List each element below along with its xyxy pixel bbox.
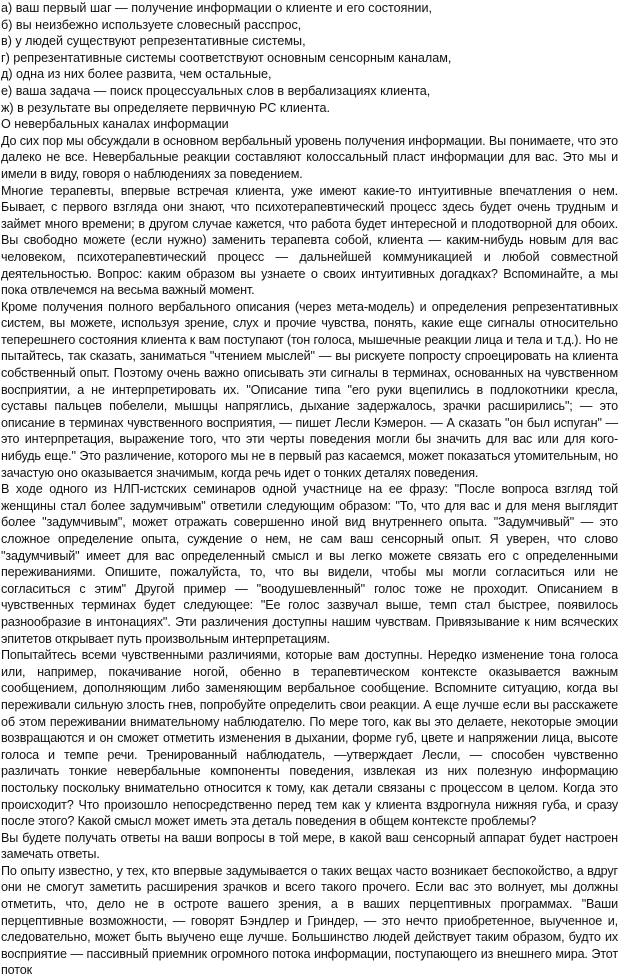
paragraph: Кроме получения полного вербального описания (через мета-модель) и определения репрезентативных систем, вы можете, используя зрение, слух и прочие чувства, понять, какие еще сигналы относительно теперешнего состояния клиента к вам поступают (тон голоса, мышечные реакции лица и тела и т.д.). Но не пытайтесь, так сказать, заниматься "чтением мыслей" — вы рискуете попросту спроецировать на клиента собственный опыт. Поэтому очень важно описывать эти сигналы в терминах, основанных на чувственном восприятии, а не интерпретировать их. "Описание типа "его руки вцепились в подлокотники кресла, суставы пальцев побелели, мышцы напряглись, дыхание задержалось, зрачки расширились"; — это описание в терминах чувственного восприятия, — пишет Лесли Кэмерон. — А сказать "он был испуган" — это интерпретация, выражение того, что эти черты поведения могли бы значить для вас или для кого-нибудь еще." Это различение, которого мы не в первый раз касаемся, может показаться утомительным, но зачастую оно оказывается значимым, когда речь идет о тонких деталях поведения. — [1, 299, 618, 480]
paragraph: До сих пор мы обсуждали в основном вербальный уровень получения информации. Вы понимаете, что это далеко не все. Невербальные реакции составляют колоссальный пласт информации для вас. Это мы и имели в виду, говоря о наблюдениях за поведением. — [1, 133, 618, 181]
paragraph: Попытайтесь всеми чувственными различиями, которые вам доступны. Нередко изменение тона голоса или, например, покачивание ногой, обенно в терапевтическом контексте оказывается важным сообщением, дополняющим либо заменяющим вербальное сообщение. Вспомните ситуацию, когда вы переживали сильную злость гнев, попробуйте определить свои реакции. А еще лучше если вы расскажете об этом переживании внимательному наблюдателю. По мере того, как вы это делаете, некоторые эмоции возвращаются и он сможет отметить изменения в дыхании, форме губ, цвете и напряжении лица, высоте голоса и темпе речи. Тренированный наблюдатель, —утверждает Лесли, — способен чувственно различать тонкие невербальные компоненты поведения, извлекая из них полезную информацию постольку поскольку внимательно относится к тому, как детали связаны с процессом в целом. Когда это происходит? Что произошло непосредственно перед тем как у клиента вздрогнула нижняя губа, и сразу после этого? Какой смысл может иметь эта деталь поведения в общем контексте проблемы? — [1, 648, 618, 829]
list-item: а) ваш первый шаг — получение информации о клиенте и его состоянии, — [1, 1, 432, 15]
list-item: г) репрезентативные системы соответствуют основным сенсорным каналам, — [1, 50, 452, 65]
summary-list — [1, 0, 618, 116]
paragraph: В ходе одного из НЛП-истских семинаров одной участнице на ее фразу: "После вопроса взгляд той женщины стал более задумчивым" ответили следующим образом: "То, что для вас и для меня выглядит более "задумчивым", может отражать совершенно иной вид внутреннего опыта. "Задумчивый" — это сложное определение опыта, суждение о нем, не сам ваш сенсорный опыт. Я уверен, что слово "задумчивый" имеет для вас определенный смысл и вы легко можете связать его с определенными переживаниями. Опишите, пожалуйста, то, что вы видели, чтобы мы могли согласиться или не согласиться с этим" Другой пример — "воодушевленный" голос тоже не проходит. Описанием в чувственных терминах будет следующее: "Ее голос зазвучал выше, темп стал быстрее, появилось разнообразие в интонациях". Эти различения доступны нашим чувствам. Привязывание к ним всяческих эпитетов открывает путь произвольным интерпретациям. — [1, 482, 618, 646]
section-heading: О невербальных каналах информации — [1, 117, 229, 132]
paragraph: По опыту известно, у тех, кто впервые задумывается о таких вещах часто возникает беспокойство, а вдруг они не смогут заметить расширения зрачков и всего такого прочего. Если вас это волнует, мы должны отметить, что, дело не в остроте вашего зрения, а в ваших перцептивных программах. "Ваши перцептивные возможности, — говорят Бэндлер и Гриндер, — это нечто приобретенное, выученное и, следовательно, может быть выучено еще лучше. Большинство людей действует таким образом, будто их восприятие — пассивный приемник огромного потока информации, поступающего из внешнего мира. Этот поток — [1, 863, 618, 978]
document-page — [1, 0, 618, 979]
paragraph: Вы будете получать ответы на ваши вопросы в той мере, в какой ваш сенсорный аппарат будет настроен замечать ответы. — [1, 830, 618, 862]
list-item: б) вы неизбежно используете словесный расспрос, — [1, 17, 302, 32]
paragraph: Многие терапевты, впервые встречая клиента, уже имеют какие-то интуитивные впечатления о нем. Бывает, с первого взгляда они знают, что психотерапевтический процесс здесь будет очень трудным и займет много времени; в другом случае кажется, что работа будет интересной и плодотворной для обоих. Вы свободно можете (если нужно) заменить терапевта собой, клиента — каким-нибудь новым для вас человеком, психотерапевтический процесс — дальнейшей коммуникацией и любой совместной деятельностью. Вопрос: каким образом вы узнаете о своих интуитивных догадках? Вспоминайте, а мы пока отвлечемся на весьма важный момент. — [1, 183, 618, 298]
list-item: в) у людей существуют репрезентативные системы, — [1, 34, 306, 49]
list-item: д) одна из них более развита, чем остальные, — [1, 67, 272, 82]
list-item: ж) в результате вы определяете первичную РС клиента. — [1, 100, 330, 115]
list-item: е) ваша задача — поиск процессуальных слов в вербализациях клиента, — [1, 83, 431, 98]
